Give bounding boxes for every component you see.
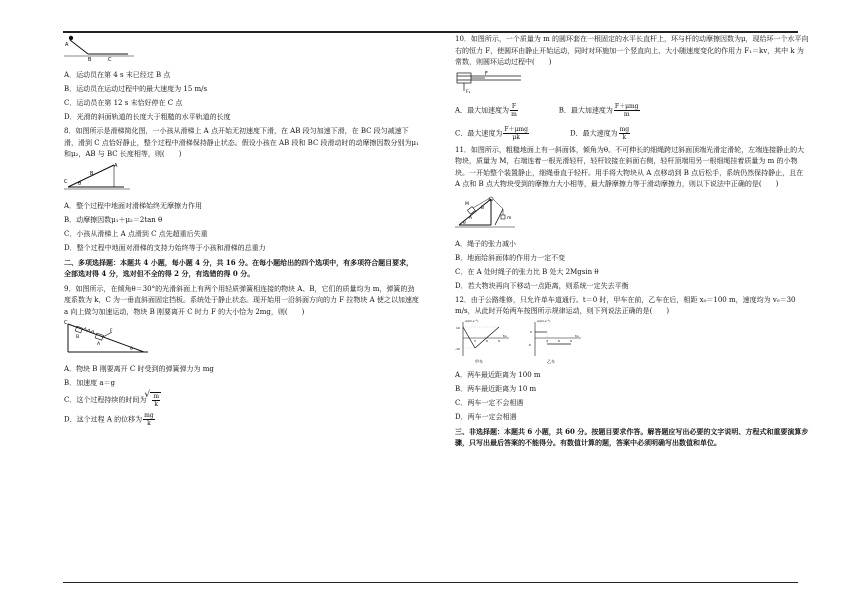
q12-options (455, 370, 810, 422)
q8-option-d: D．整个过程中地面对滑梯的支持力始终等于小孩和滑梯的总重力 (64, 243, 266, 252)
q8-fig-label-a: A (114, 162, 118, 169)
top-rule (63, 31, 798, 33)
q11-stem: 11．如图所示，粗糙地面上有一斜面体，倾角为θ。不可伸长的细绳跨过斜面顶端光滑定滑轮，左端连接静止的大物块，质量为 M，右端连着一根光滑轻杆，轻杆铰接在斜面右侧，轻杆顶端用另一根细绳挂着质量为 m 的小物块。一开始整个装置静止，细绳垂直于轻杆。用手将大物块从 A 点移动到 B 点后松手，系统仍然保持静止，且在 A 点和 B 点大物块受到的摩擦力大小相等，最大静摩擦力等于滑动摩擦力，则以下说法中正确的是( ) (455, 145, 805, 188)
section-3-heading: 三、非选择题：本题共 6 小题，共 60 分。按题目要求作答。解答题应写出必要的文字说明、方程式和重要演算步骤，只写出最后答案的不能得分。有数值计算的题，答案中必须明确写出数值和单位。 (455, 426, 809, 447)
q8-option-c: C．小孩从滑梯上 A 点滑到 C 点先超重后失重 (64, 229, 208, 238)
q12-graph1-tick-neg10: -10 (455, 346, 460, 351)
q7-option-a: A．运动员在第 4 s 末已经过 B 点 (64, 71, 171, 79)
q12-graph1-caption: 甲车 (475, 358, 483, 364)
q12-graph2-tick-6: 6 (558, 338, 560, 343)
q10-fig-label-f1: F₁ (466, 89, 471, 95)
q8-option-b: B．动摩擦因数μ₁＋μ₂＝2tan θ (64, 215, 163, 224)
q10-option-a: A．最大加速度为 $\frac{F}{m}$ (455, 102, 517, 118)
q11-figure (455, 191, 535, 231)
q10-figure (455, 69, 525, 95)
q12-graph1-ylabel: a/(m·s⁻²) (465, 318, 479, 323)
q11-fig-label-m-big: M (465, 201, 469, 207)
q12-stem: 12．由于公路维修，只允许单车道通行。t＝0 时，甲车在前，乙车在后，相距 x₀＝100 m，速度均为 v₀＝30 m/s，从此时开始两车按图所示规律运动，则下列说法正确的是( ) (455, 295, 796, 315)
q12-option-d: D．两车一定会相遇 (455, 412, 517, 421)
q9-figure (64, 318, 154, 356)
q8-options (64, 201, 419, 253)
q12-option-b: B．两车最近距离为 10 m (455, 384, 537, 393)
section-2-heading: 二、多项选择题：本题共 4 小题，每小题 4 分，共 16 分。在每小题给出的四个选项中，有多项符合题目要求，全部选对得 4 分，选对但不全的得 2 分，有选错的得 0 分。 (64, 257, 414, 278)
q12-graph1-tick-10: 10 (456, 325, 460, 330)
q7-option-d: D．光滑的斜面轨道的长度大于粗糙的水平轨道的长度 (64, 113, 231, 121)
q12-graph2-tick-3: 3 (546, 338, 548, 343)
q10-fig-label-f: F (485, 70, 488, 77)
q7-fig-label-b: B (88, 57, 92, 62)
q10-options-row-2 (455, 122, 810, 145)
q10-options-row-1 (455, 99, 810, 122)
q9-options (64, 364, 419, 427)
q11-fig-label-a: A (469, 215, 473, 221)
q8-fig-label-theta: θ (78, 180, 82, 187)
q11-fig-label-b: B (481, 205, 485, 211)
q12-graph2-caption: 乙车 (547, 358, 555, 364)
q8-option-a: A．整个过程中地面对滑梯始终无摩擦力作用 (64, 201, 203, 210)
q7-fig-label-a: A (65, 42, 69, 48)
q10-option-c: C．最大速度为 $\frac{\text{F＋μmg}}{\mu k}$ (455, 125, 528, 141)
q12-graph2-tick-9: 9 (570, 338, 572, 343)
q11-fig-label-theta: θ (463, 220, 466, 226)
q11-option-b: B．地面给斜面体的作用力一定不变 (455, 253, 566, 262)
q9-fig-label-theta: θ (130, 347, 133, 352)
q9-fig-label-a: A (97, 342, 101, 347)
q12-graphs (455, 318, 810, 366)
q7-option-c: C．运动员在第 12 s 末恰好停在 C 点 (64, 99, 183, 107)
q11-fig-label-m-small: m (507, 215, 512, 221)
q7-options (64, 70, 419, 122)
q8-figure (64, 161, 144, 193)
q10-stem: 10．如图所示，一个质量为 m 的圆环套在一根固定的水平长直杆上，环与杆的动摩擦因数为μ，现给环一个水平向右的恒力 F，使圆环由静止开始运动，同时对环施加一个竖直向上、大小随速度变化的作用力 F₁＝kv，其中 k 为常数，则圆环运动过程中( ) (455, 35, 809, 66)
q7-figure (64, 34, 144, 62)
q12-option-c: C．两车一定不会相遇 (455, 398, 524, 407)
q7-option-b: B．运动员在运动过程中的最大速度为 15 m/s (64, 85, 208, 93)
q12-graph2-ylabel: a/(m·s⁻²) (537, 318, 551, 323)
q9-fig-label-b: B (76, 335, 80, 340)
q8-stem: 8．如图所示是滑梯简化图，一小孩从滑梯上 A 点开始无初速度下滑，在 AB 段匀加速下滑，在 BC 段匀减速下滑，滑到 C 点恰好静止，整个过程中滑梯保持静止状态。假设小孩在 AB 段和 BC 段滑动时的动摩擦因数分别为μ₁ 和μ₂，AB 与 BC 长度相等，则( ) (64, 127, 419, 158)
q12-graph2-tick-neg5: -5 (528, 342, 531, 347)
q12-graph1-tick-3: 3 (474, 338, 476, 343)
q8-fig-label-c: C (64, 178, 68, 185)
bottom-rule (63, 582, 798, 583)
q12-graph2-tick-5: 5 (530, 329, 532, 334)
q9-option-b: B．加速度 a＝g (64, 379, 116, 387)
q12-graph-jia (455, 318, 513, 366)
q7-fig-label-c: C (108, 57, 112, 62)
q10-option-d: D．最大速度为 $\frac{mg}{k}$ (569, 125, 630, 141)
q12-graph1-tick-6: 6 (486, 338, 488, 343)
q10-option-b: B．最大加速度为 $\frac{\text{F＋μmg}}{m}$ (558, 102, 639, 118)
q9-option-a: A．物块 B 刚要离开 C 时受到的弹簧弹力为 mg (64, 365, 214, 373)
left-column (64, 34, 419, 431)
q9-option-c: C．这个过程持续的时间为 √ $\frac{m}{k}$ (64, 392, 419, 408)
q11-option-d: D．若大物块再向下移动一点距离，则系统一定失去平衡 (455, 281, 629, 290)
q12-graph1-tick-9: 9 (498, 338, 500, 343)
q11-option-c: C．在 A 处时绳子的张力比 B 处大 2Mgsin θ (455, 267, 599, 276)
q11-option-a: A．绳子的张力减小 (455, 239, 517, 248)
q11-options (455, 239, 810, 291)
q8-fig-label-b: B (90, 170, 94, 177)
q12-graph2-tick-t: t/s (575, 333, 579, 338)
right-column (455, 34, 810, 449)
q12-option-a: A．两车最近距离为 100 m (455, 370, 541, 379)
q12-graph1-tick-t: t/s (503, 333, 507, 338)
q9-fig-label-f: F (110, 329, 113, 334)
q9-stem: 9．如图所示，在倾角θ＝30°的光滑斜面上有两个用轻质弹簧相连接的物块 A、B，它们的质量均为 m，弹簧的劲度系数为 k，C 为一垂直斜面固定挡板。系统处于静止状态。现开始用一沿斜面方向的力 F 拉物块 A 使之以加速度 a 向上做匀加速运动，物块 B 刚要离开 C 时力 F 的大小恰为 2mg，则( ) (64, 284, 419, 316)
q12-graph-yi (527, 318, 585, 366)
q9-option-d: D．这个过程 A 的位移为 $\frac{mg}{k}$ (64, 412, 154, 427)
q9-fig-label-c: C (64, 320, 68, 326)
